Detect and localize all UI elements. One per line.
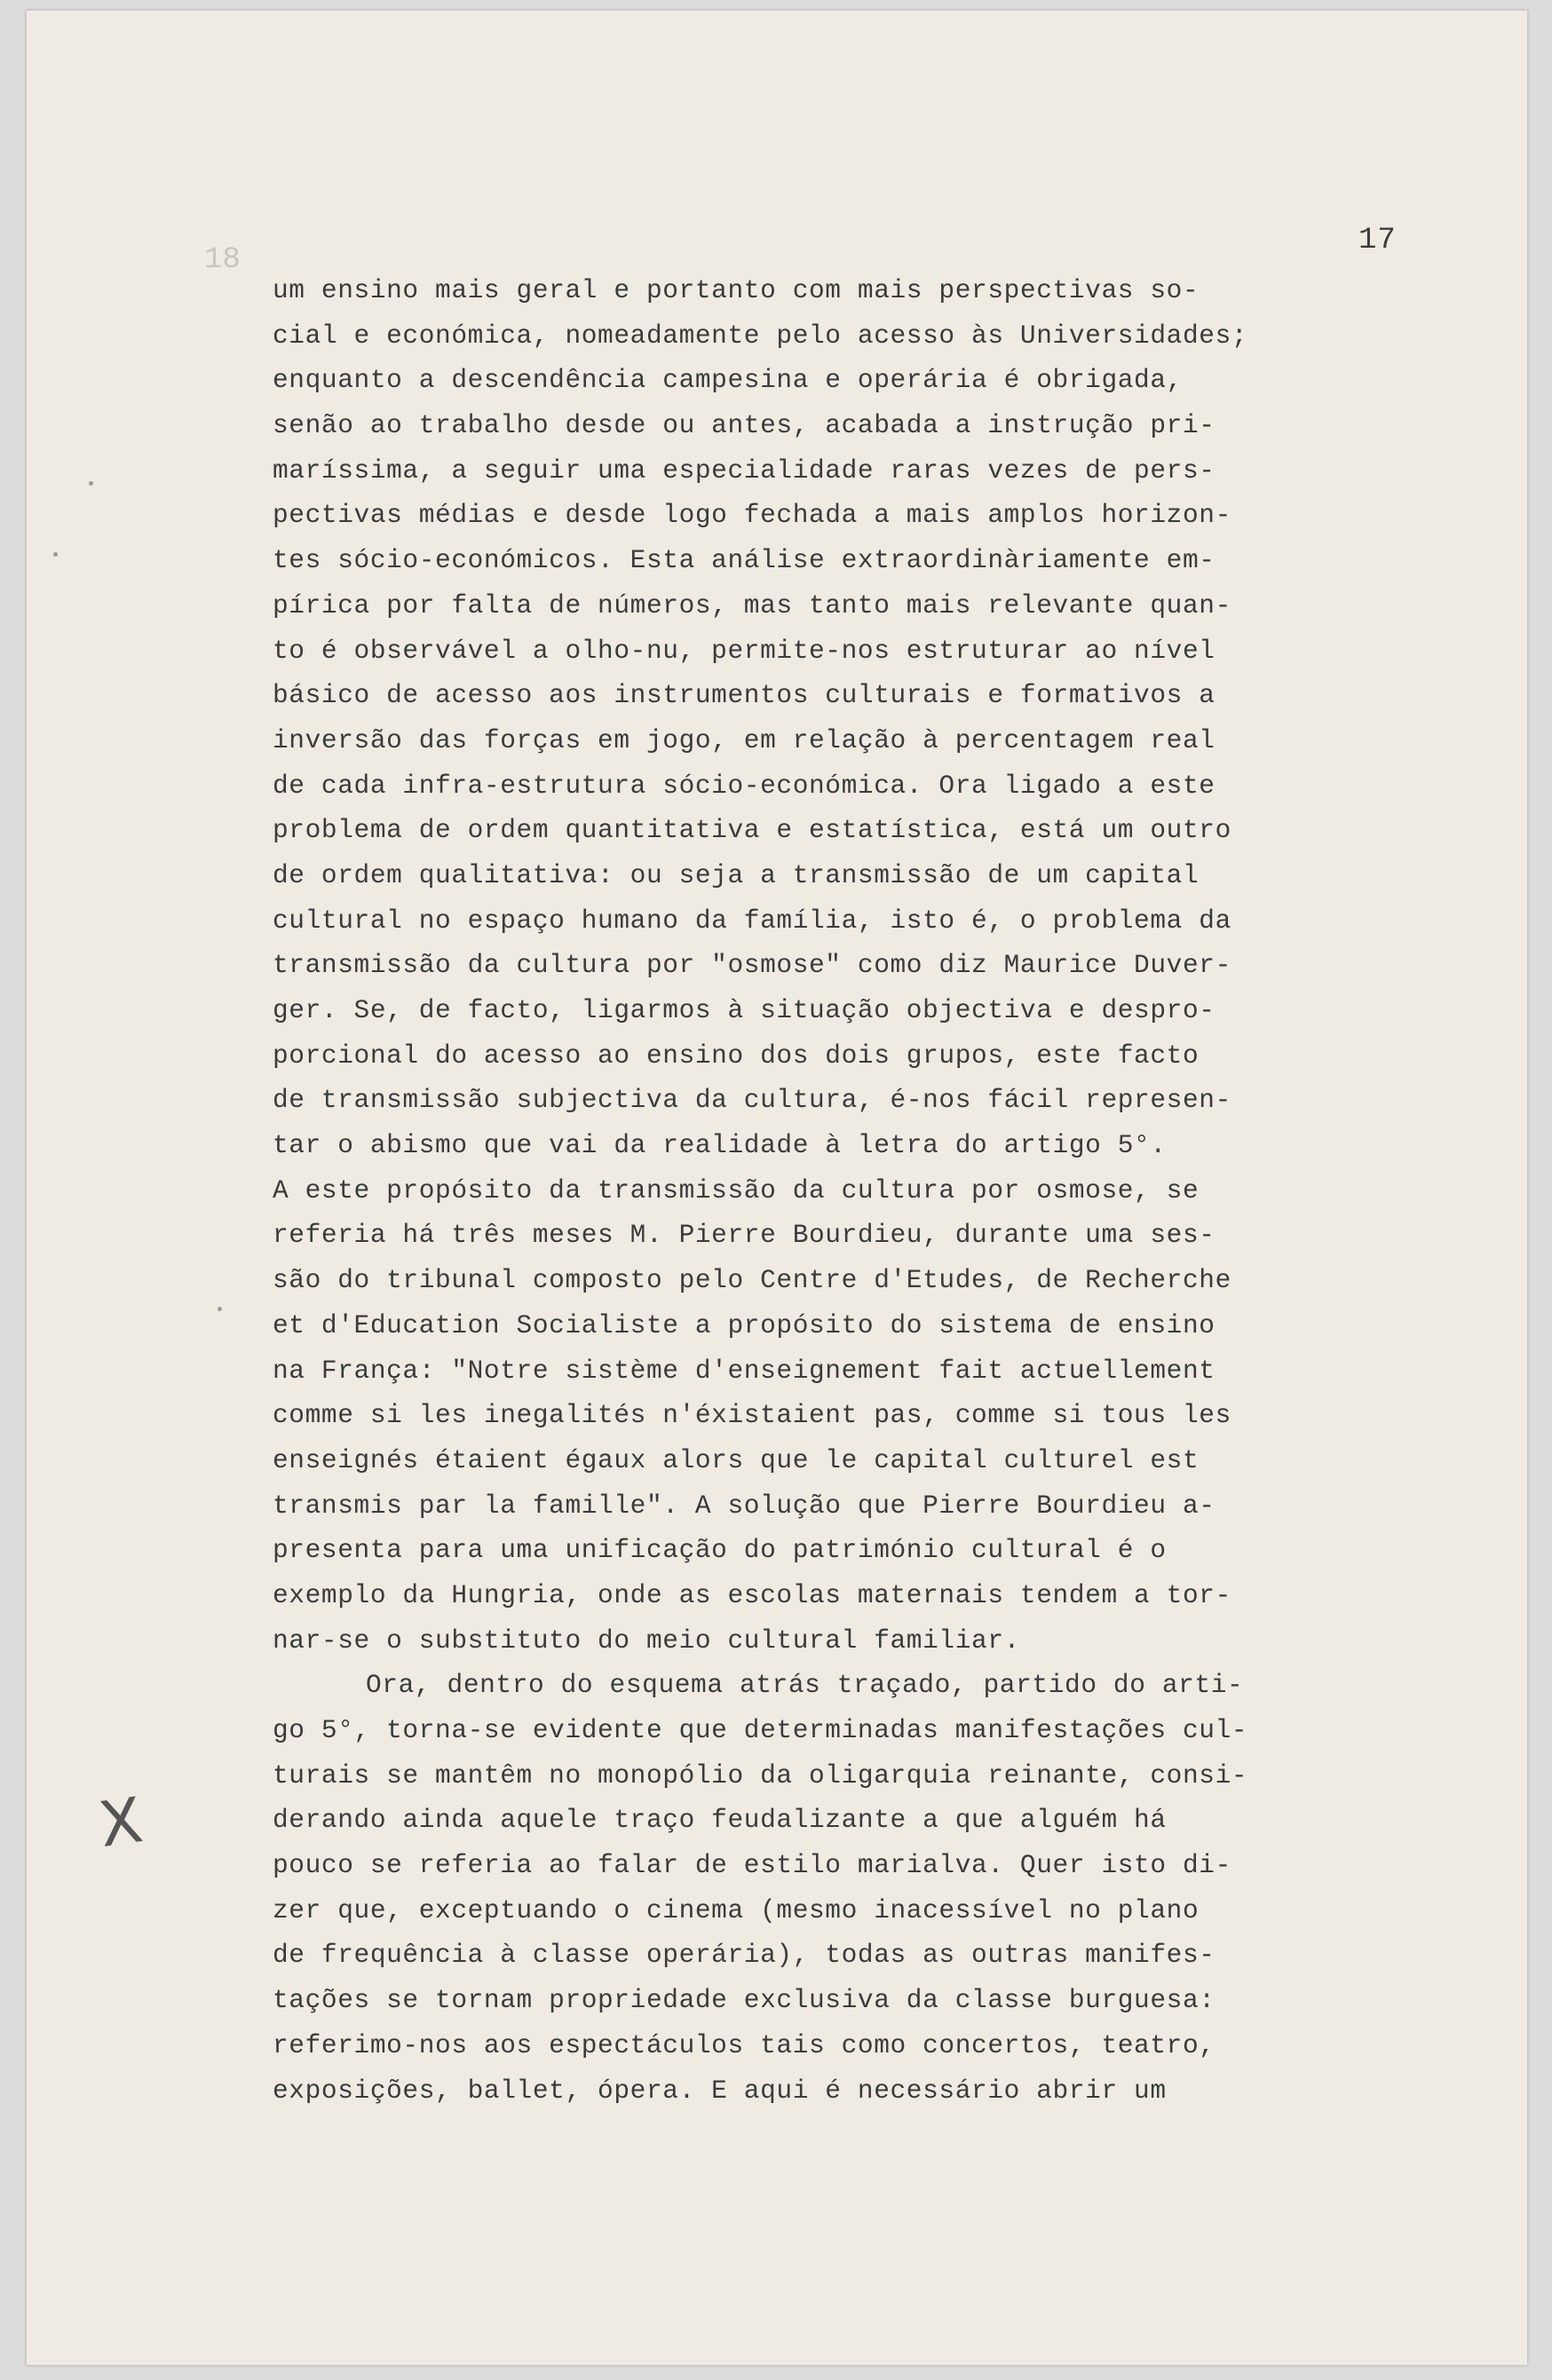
text-line: go 5°, torna-se evidente que determinadas manifestações cul- bbox=[273, 1715, 1248, 1745]
text-line: senão ao trabalho desde ou antes, acabada a instrução pri- bbox=[273, 410, 1215, 441]
text-line: referia há três meses M. Pierre Bourdieu, durante uma ses- bbox=[273, 1220, 1215, 1251]
text-line: de ordem qualitativa: ou seja a transmissão de um capital bbox=[273, 859, 1200, 890]
text-line: enseignés étaient égaux alors que le capital culturel est bbox=[273, 1444, 1200, 1475]
text-line: exposições, ballet, ópera. E aqui é necessário abrir um bbox=[273, 2075, 1167, 2106]
page-number: 17 bbox=[1358, 224, 1397, 257]
speck bbox=[53, 552, 58, 557]
text-line: enquanto a descendência campesina e operária é obrigada, bbox=[273, 365, 1183, 396]
text-line: cultural no espaço humano da família, isto é, o problema da bbox=[273, 905, 1231, 936]
text-line: pírica por falta de números, mas tanto mais relevante quan- bbox=[273, 589, 1231, 621]
text-line: exemplo da Hungria, onde as escolas maternais tendem a tor- bbox=[273, 1579, 1231, 1610]
text-line: tações se tornam propriedade exclusiva da classe burguesa: bbox=[273, 1985, 1215, 2016]
margin-x-mark: X bbox=[94, 1783, 147, 1862]
text-line: um ensino mais geral e portanto com mais perspectivas so- bbox=[273, 275, 1200, 305]
paper-sheet bbox=[27, 11, 1527, 2365]
text-line: porcional do acesso ao ensino dos dois grupos, este facto bbox=[273, 1040, 1200, 1071]
text-line: de transmissão subjectiva da cultura, é-nos fácil represen- bbox=[273, 1085, 1231, 1116]
text-line: et d'Education Socialiste a propósito do sistema de ensino bbox=[273, 1309, 1215, 1340]
text-line: pectivas médias e desde logo fechada a mais amplos horizon- bbox=[273, 500, 1231, 531]
text-line: básico de acesso aos instrumentos culturais e formativos a bbox=[273, 680, 1215, 711]
text-line: tes sócio-económicos. Esta análise extraordinàriamente em- bbox=[273, 545, 1215, 576]
text-line: ger. Se, de facto, ligarmos à situação objectiva e despro- bbox=[273, 995, 1215, 1025]
text-line: na França: "Notre sistème d'enseignement fait actuellement bbox=[273, 1355, 1215, 1386]
text-line: turais se mantêm no monopólio da oligarquia reinante, consi- bbox=[273, 1759, 1248, 1791]
text-line: to é observável a olho-nu, permite-nos estruturar ao nível bbox=[273, 635, 1215, 666]
text-line: Ora, dentro do esquema atrás traçado, partido do arti- bbox=[366, 1670, 1244, 1701]
text-line: maríssima, a seguir uma especialidade raras vezes de pers- bbox=[273, 455, 1215, 486]
text-line: transmis par la famille". A solução que Pierre Bourdieu a- bbox=[273, 1490, 1215, 1521]
typed-body-text bbox=[273, 268, 1391, 2113]
text-line: de frequência à classe operária), todas as outras manifes- bbox=[273, 1940, 1215, 1971]
text-line: de cada infra-estrutura sócio-económica. Ora ligado a este bbox=[273, 770, 1215, 801]
text-line: cial e económica, nomeadamente pelo acesso às Universidades; bbox=[273, 320, 1248, 351]
speck bbox=[89, 481, 93, 486]
text-line: pouco se referia ao falar de estilo marialva. Quer isto di- bbox=[273, 1850, 1231, 1881]
text-line: presenta para uma unificação do património cultural é o bbox=[273, 1535, 1167, 1566]
text-line: são do tribunal composto pelo Centre d'Etudes, de Recherche bbox=[273, 1265, 1231, 1296]
text-line: transmissão da cultura por "osmose" como diz Maurice Duver- bbox=[273, 950, 1231, 981]
text-line: A este propósito da transmissão da cultura por osmose, se bbox=[273, 1174, 1200, 1206]
text-line: derando ainda aquele traço feudalizante a que alguém há bbox=[273, 1805, 1167, 1836]
text-line: tar o abismo que vai da realidade à letra do artigo 5°. bbox=[273, 1130, 1167, 1161]
text-line: referimo-nos aos espectáculos tais como concertos, teatro, bbox=[273, 2029, 1215, 2060]
text-line: problema de ordem quantitativa e estatística, está um outro bbox=[273, 815, 1231, 846]
text-line: zer que, exceptuando o cinema (mesmo inacessível no plano bbox=[273, 1894, 1200, 1925]
text-line: inversão das forças em jogo, em relação à percentagem real bbox=[273, 724, 1215, 755]
bleed-page-number: 18 bbox=[204, 243, 241, 277]
text-line: comme si les inegalités n'éxistaient pas, comme si tous les bbox=[273, 1400, 1231, 1431]
speck bbox=[218, 1307, 222, 1311]
text-line: nar-se o substituto do meio cultural familiar. bbox=[273, 1625, 1020, 1656]
